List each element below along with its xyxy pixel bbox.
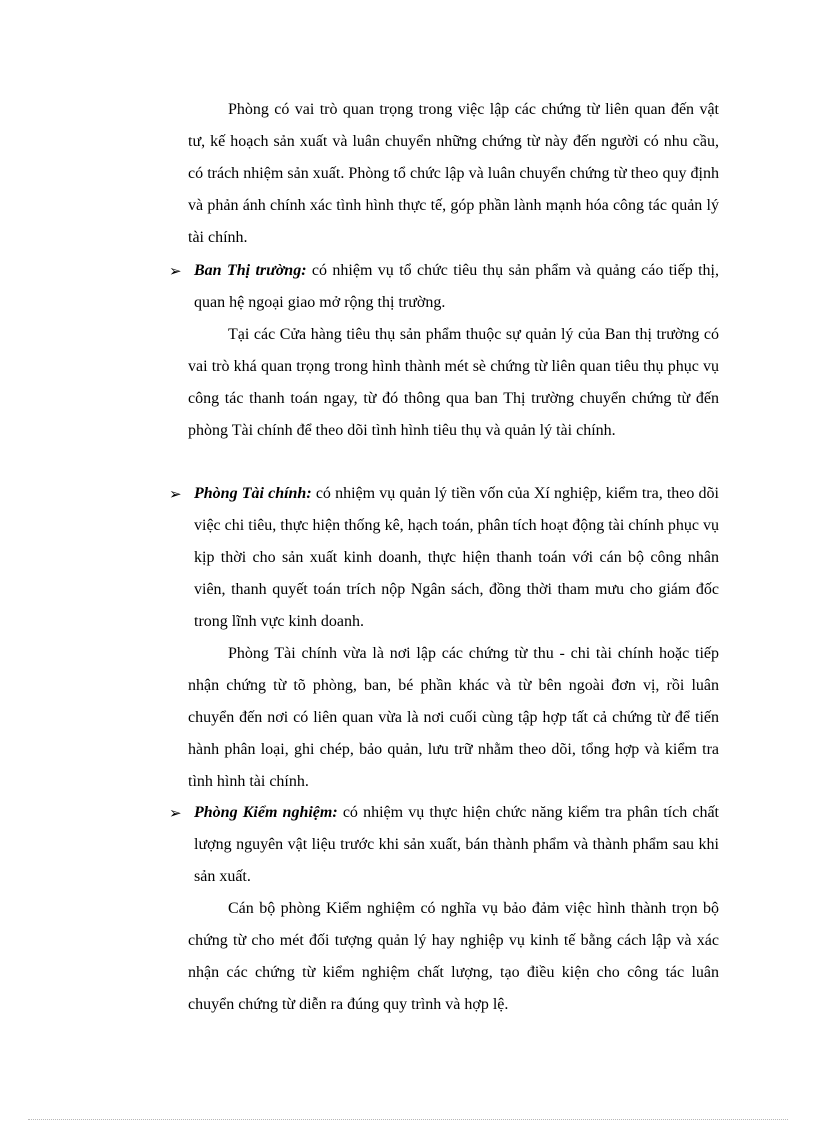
paragraph-kiem-nghiem: Cán bộ phòng Kiểm nghiệm có nghĩa vụ bảo đảm việc hình thành trọn bộ chứng từ cho mét đối tượng quản lý hay nghiệp vụ kinh tế bằng cách lập và xác nhận các chứng từ kiểm nghiệm chất lượng, tạo điều kiện cho công tác luân chuyển chứng từ diễn ra đúng quy trình và hợp lệ.: [188, 900, 719, 1013]
arrow-bullet-icon: ➢: [169, 804, 182, 822]
arrow-bullet-icon: ➢: [169, 262, 182, 280]
paragraph-cua-hang: Tại các Cửa hàng tiêu thụ sản phẩm thuộc sự quản lý của Ban thị trường có vai trò khá quan trọng trong hình thành mét sè chứng từ liên quan tiêu thụ phục vụ công tác thanh toán ngay, từ đó thông qua ban Thị trường chuyển chứng từ đến phòng Tài chính để theo dõi tình hình tiêu thụ và quản lý tài chính.: [188, 326, 719, 439]
bullet-text: có nhiệm vụ quản lý tiền vốn của Xí nghiệp, kiểm tra, theo dõi việc chi tiêu, thực hiện thống kê, hạch toán, phân tích hoạt động tài chính phục vụ kịp thời cho sản xuất kinh doanh, thực hiện thanh toán với cán bộ công nhân viên, thanh quyết toán trích nộp Ngân sách, đồng thời tham mưu cho giám đốc trong lĩnh vực kinh doanh.: [194, 485, 720, 630]
bullet-phong-tai-chinh: [169, 478, 720, 638]
paragraph-phong-vat-tu: Phòng có vai trò quan trọng trong việc lập các chứng từ liên quan đến vật tư, kế hoạch sản xuất và luân chuyển những chứng từ này đến người có nhu cầu, có trách nhiệm sản xuất. Phòng tổ chức lập và luân chuyển chứng từ theo quy định và phản ánh chính xác tình hình thực tế, góp phần lành mạnh hóa công tác quản lý tài chính.: [188, 101, 719, 246]
page-bottom-divider: [28, 1119, 788, 1120]
bullet-ban-thi-truong: [169, 255, 720, 319]
bullet-text: có nhiệm vụ tổ chức tiêu thụ sản phẩm và quảng cáo tiếp thị, quan hệ ngoại giao mở rộng thị trường.: [194, 262, 720, 311]
bullet-term: Phòng Tài chính:: [194, 485, 312, 502]
arrow-bullet-icon: ➢: [169, 485, 182, 503]
bullet-phong-kiem-nghiem: [169, 797, 719, 893]
bullet-term: Ban Thị trường:: [194, 262, 307, 279]
bullet-text: có nhiệm vụ thực hiện chức năng kiểm tra phân tích chất lượng nguyên vật liệu trước khi sản xuất, bán thành phẩm và thành phẩm sau khi sản xuất.: [194, 804, 719, 885]
paragraph-phong-tai-chinh: Phòng Tài chính vừa là nơi lập các chứng từ thu - chi tài chính hoặc tiếp nhận chứng từ tõ phòng, ban, bé phần khác và từ bên ngoài đơn vị, rồi luân chuyển đến nơi có liên quan vừa là nơi cuối cùng tập hợp tất cả chứng từ để tiến hành phân loại, ghi chép, bảo quản, lưu trữ nhằm theo dõi, tổng hợp và kiểm tra tình hình tài chính.: [188, 645, 719, 790]
bullet-term: Phòng Kiểm nghiệm:: [194, 804, 338, 821]
